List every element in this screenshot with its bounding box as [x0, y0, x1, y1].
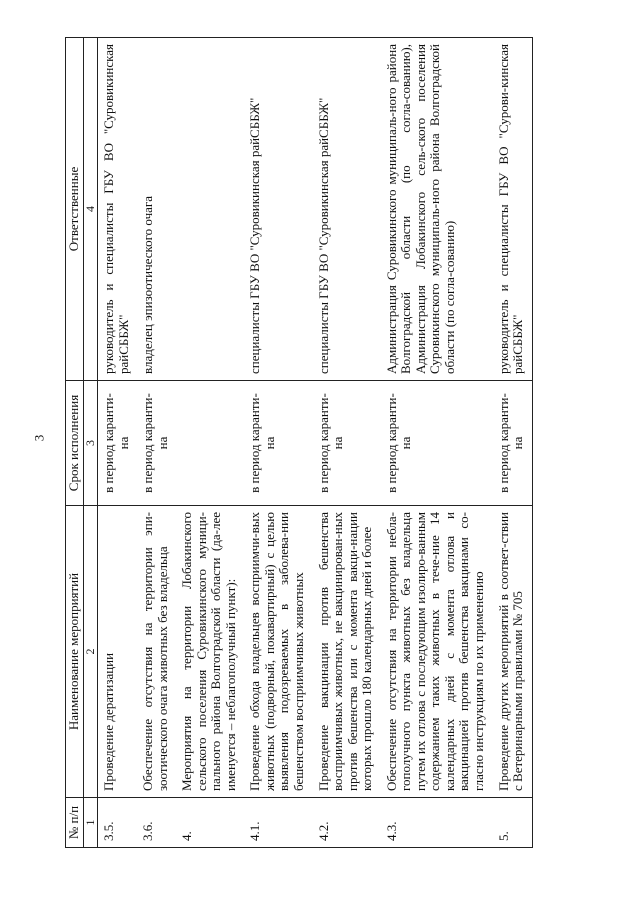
table-row [313, 38, 381, 848]
row-number: 4. [176, 798, 244, 848]
measure-name: Обеспечение отсутствия на территории эпи-зоотического очага животных без владельца [137, 506, 176, 798]
measure-term: в период каранти-на [97, 381, 137, 506]
row-number: 4.1. [244, 798, 312, 848]
measure-term: в период каранти-на [493, 381, 533, 506]
table-row [176, 38, 244, 848]
column-index: 4 [83, 38, 97, 381]
measure-responsible: Администрация Суровикинского муниципаль-ного района Волгоградской области (по согла-сованию), Администрация Лобакинского сель-ского поселения Суровикинского муниципаль-ного района Волгоградской области (по согла-сованию) [381, 38, 493, 381]
header-no: № п/п [66, 798, 84, 848]
measure-responsible: специалисты ГБУ ВО "Суровикинская райСББЖ" [313, 38, 381, 381]
table-row [137, 38, 176, 848]
header-row [66, 38, 84, 848]
measure-name: Мероприятия на территории Лобакинского сельского поселения Суровикинского муници-пального района Волгоградской области (да-лее именуется – неблагополучный пункт): [176, 506, 244, 798]
measure-term [176, 381, 244, 506]
column-index-row [83, 38, 97, 848]
measure-term: в период каранти-на [313, 381, 381, 506]
measure-name: Проведение других мероприятий в соответ-ствии с Ветеринарными правилами № 705 [493, 506, 533, 798]
measure-responsible: руководитель и специалисты ГБУ ВО "Сурови-кинская райСББЖ" [493, 38, 533, 381]
page-number: 3 [31, 434, 47, 442]
measure-responsible: руководитель и специалисты ГБУ ВО "Суровикинская райСББЖ" [97, 38, 137, 381]
column-index: 1 [83, 798, 97, 848]
row-number: 4.3. [381, 798, 493, 848]
measure-responsible: специалисты ГБУ ВО "Суровикинская райСББЖ" [244, 38, 312, 381]
header-name: Наименование мероприятий [66, 506, 84, 798]
measure-responsible: владелец эпизоотического очага [137, 38, 176, 381]
table-row [97, 38, 137, 848]
row-number: 5. [493, 798, 533, 848]
measure-term: в период каранти-на [137, 381, 176, 506]
measure-name: Проведение вакцинации против бешенства восприимчивых животных, не вакцинирован-ных против бешенства или с момента вакци-нации которых прошло 180 календарных дней и более [313, 506, 381, 798]
measure-term: в период каранти-на [381, 381, 493, 506]
measure-name: Обеспечение отсутствия на территории небла-гополучного пункта животных без владельца путем их отлова с последующим изолиро-ванным содержанием таких животных в тече-ние 14 календарных дней с момента отлова и вакцинацией против бешенства вакцинами со-гласно инструкциям по их применению [381, 506, 493, 798]
header-responsible: Ответственные [66, 38, 84, 381]
row-number: 3.6. [137, 798, 176, 848]
measure-name: Проведение обхода владельцев восприимчи-вых животных (подворный, покавартирный) с целью выявления подозреваемых в заболева-нии бешенством восприимчивых животных [244, 506, 312, 798]
row-number: 4.2. [313, 798, 381, 848]
measure-term: в период каранти-на [244, 381, 312, 506]
row-number: 3.5. [97, 798, 137, 848]
measures-table [65, 37, 533, 848]
table-row [493, 38, 533, 848]
column-index: 3 [83, 381, 97, 506]
measure-responsible [176, 38, 244, 381]
header-term: Срок исполнения [66, 381, 84, 506]
rotated-page [65, 38, 575, 848]
table-row [381, 38, 493, 848]
table-row [244, 38, 312, 848]
measure-name: Проведение дератизации [97, 506, 137, 798]
column-index: 2 [83, 506, 97, 798]
